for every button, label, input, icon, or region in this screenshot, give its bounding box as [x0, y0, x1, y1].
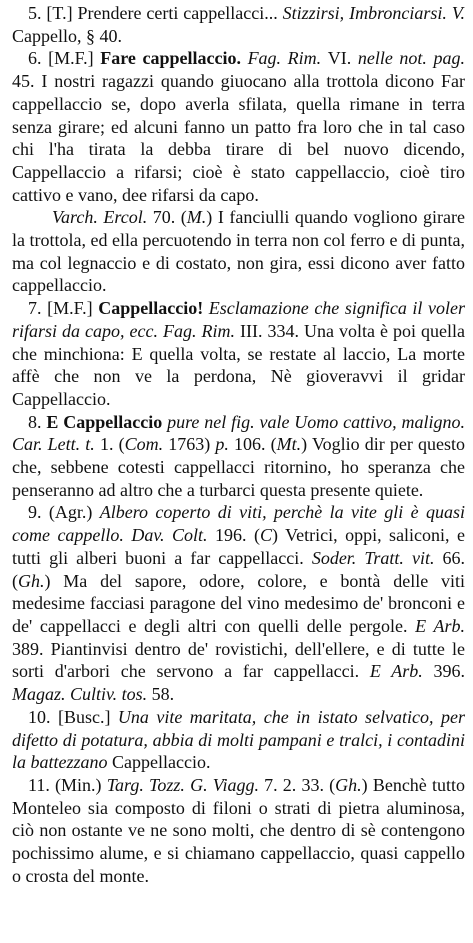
entry-6-citation-text: [12, 207, 465, 295]
e9-run: ) Ma del sapore, odore, colore, e bontà delle viti medesime facciasi paragone del vino medesimo de' bronconi e de' cappellacci e degli altri con quelli delle pergole.: [12, 570, 465, 636]
e8-run: 1763): [168, 434, 216, 455]
e10-run: Una vite maritata, che in istato selvatico, per difetto di potatura, abbia di molti pampani e tralci, i contadini la battezzano: [12, 706, 465, 773]
e6b-run: 70. (: [152, 207, 187, 228]
e6-run: VI.: [327, 48, 358, 69]
e9-run: ) Vetrici, oppi, saliconi, e tutti gli alberi buoni a far cappellacci.: [12, 525, 466, 568]
e8-run: 106. (: [234, 434, 277, 455]
e9-run: Magaz. Cultiv. tos.: [12, 684, 152, 705]
e11-run: ) Benchè tutto Monteleo sia composto di filoni o strati di pietra aluminosa, ciò non ostante ve ne sono molti, che dentro di sè contengono pochissimo alume, e si chiamano cappellaccio, quasi cappello o crosta del monte.: [12, 774, 465, 886]
e8-run: p.: [215, 434, 234, 455]
e6-run: nelle not. pag.: [357, 48, 465, 69]
e6-run: 6. [M.F.]: [28, 48, 101, 69]
e5-run: Stizzirsi, Imbronciarsi. V.: [282, 3, 466, 23]
e8-run: 8.: [28, 411, 47, 432]
entry-11-text: [12, 775, 465, 886]
e9-run: 196. (: [215, 525, 260, 546]
entry-10-text: [12, 707, 465, 772]
e7-run: 7. [M.F.]: [28, 298, 99, 319]
e8-run: E Cappellaccio: [46, 411, 168, 432]
e9-run: Soder. Tratt. vit.: [311, 547, 443, 568]
e8-run: Com.: [124, 434, 169, 455]
e8-run: 1. (: [99, 434, 125, 455]
e8-run: pure nel fig. vale Uomo cattivo, maligno. Car. Lett. t.: [12, 411, 466, 455]
e5-run: Cappello, § 40.: [12, 25, 122, 46]
e6-run: Fag. Rim.: [247, 48, 328, 69]
entry-5: [12, 2, 465, 47]
e8-run: ) Voglio dir per questo che, sebbene cotesti cappellacci ritornino, ho speranza che penseranno ad altro che a turbarci questa presente quiete.: [12, 434, 466, 500]
e6-run: 45. I nostri ragazzi quando giuocano alla trottola dicono Far cappellaccio se, dopo averla sfilata, quella rimane in terra senza girare; ed alcuni fanno un patto fra loro che in tal caso chi l'ha tirata la debba tirare di bel nuovo dicendo, Cappellaccio a rifarsi; cioè è stato cappellaccio, cioè tiro cattivo e vano, dee rifarsi da capo.: [12, 71, 465, 205]
entry-10: [12, 706, 465, 774]
entry-7: [12, 297, 465, 411]
e6b-run: ) I fanciulli quando vogliono girare la trottola, ed ella percuotendo in terra non col ferro e di punta, ma col legnaccio e di costato, non gira, essi dicono aver fatto cappellaccio.: [12, 207, 465, 296]
e10-run: 10. [Busc.]: [28, 706, 118, 727]
entry-9: [12, 501, 465, 705]
entry-8: [12, 411, 465, 502]
e11-run: 7. 2. 33. (: [264, 774, 336, 795]
entry-9-text: [12, 502, 465, 704]
entry-6-citation: [12, 206, 465, 297]
e11-run: Targ. Tozz. G. Viagg.: [106, 774, 265, 795]
entry-7-text: [12, 298, 465, 409]
e9-run: Gh.: [18, 570, 45, 591]
e9-run: C: [259, 525, 272, 546]
e7-run: Esclamazione che significa il voler rifarsi da capo, ecc. Fag. Rim.: [12, 298, 465, 341]
e9-run: 58.: [151, 684, 175, 705]
e6b-run: M.: [186, 207, 207, 228]
e9-run: E Arb.: [415, 615, 465, 636]
e6-run: Fare cappellaccio.: [100, 48, 248, 69]
entry-11: [12, 774, 465, 888]
entry-8-text: [12, 412, 465, 500]
e6b-run: Varch. Ercol.: [52, 207, 153, 228]
e5-run: 5. [T.] Prendere certi cappellacci...: [28, 3, 283, 23]
e9-run: E Arb.: [369, 661, 434, 682]
e8-run: Mt.: [276, 434, 302, 455]
e9-run: 396.: [433, 661, 465, 682]
e7-run: III. 334. Una volta è poi quella che minchiona: E quella volta, se restate al laccio, La morte affè che non ve la perdona, Nè gioveravvi il gridar Cappellaccio.: [12, 320, 465, 409]
e9-run: 389. Piantinvisi dentro de' rovistichi, dell'ellere, e di tutte le sorti d'arbori che servono a far cappellacci.: [12, 638, 465, 682]
entry-6: [12, 47, 465, 206]
e9-run: Albero coperto di viti, perchè la vite gli è quasi come cappello. Dav. Colt.: [12, 502, 465, 546]
e9-run: 66. (: [12, 547, 466, 591]
e11-run: 11. (Min.): [28, 774, 107, 795]
e9-run: 9. (Agr.): [28, 502, 100, 523]
entry-5-text: [12, 3, 465, 46]
e11-run: Gh.: [335, 774, 362, 795]
entry-6-text: [12, 48, 465, 204]
e7-run: Cappellaccio!: [98, 298, 209, 319]
e10-run: Cappellaccio.: [112, 752, 211, 773]
